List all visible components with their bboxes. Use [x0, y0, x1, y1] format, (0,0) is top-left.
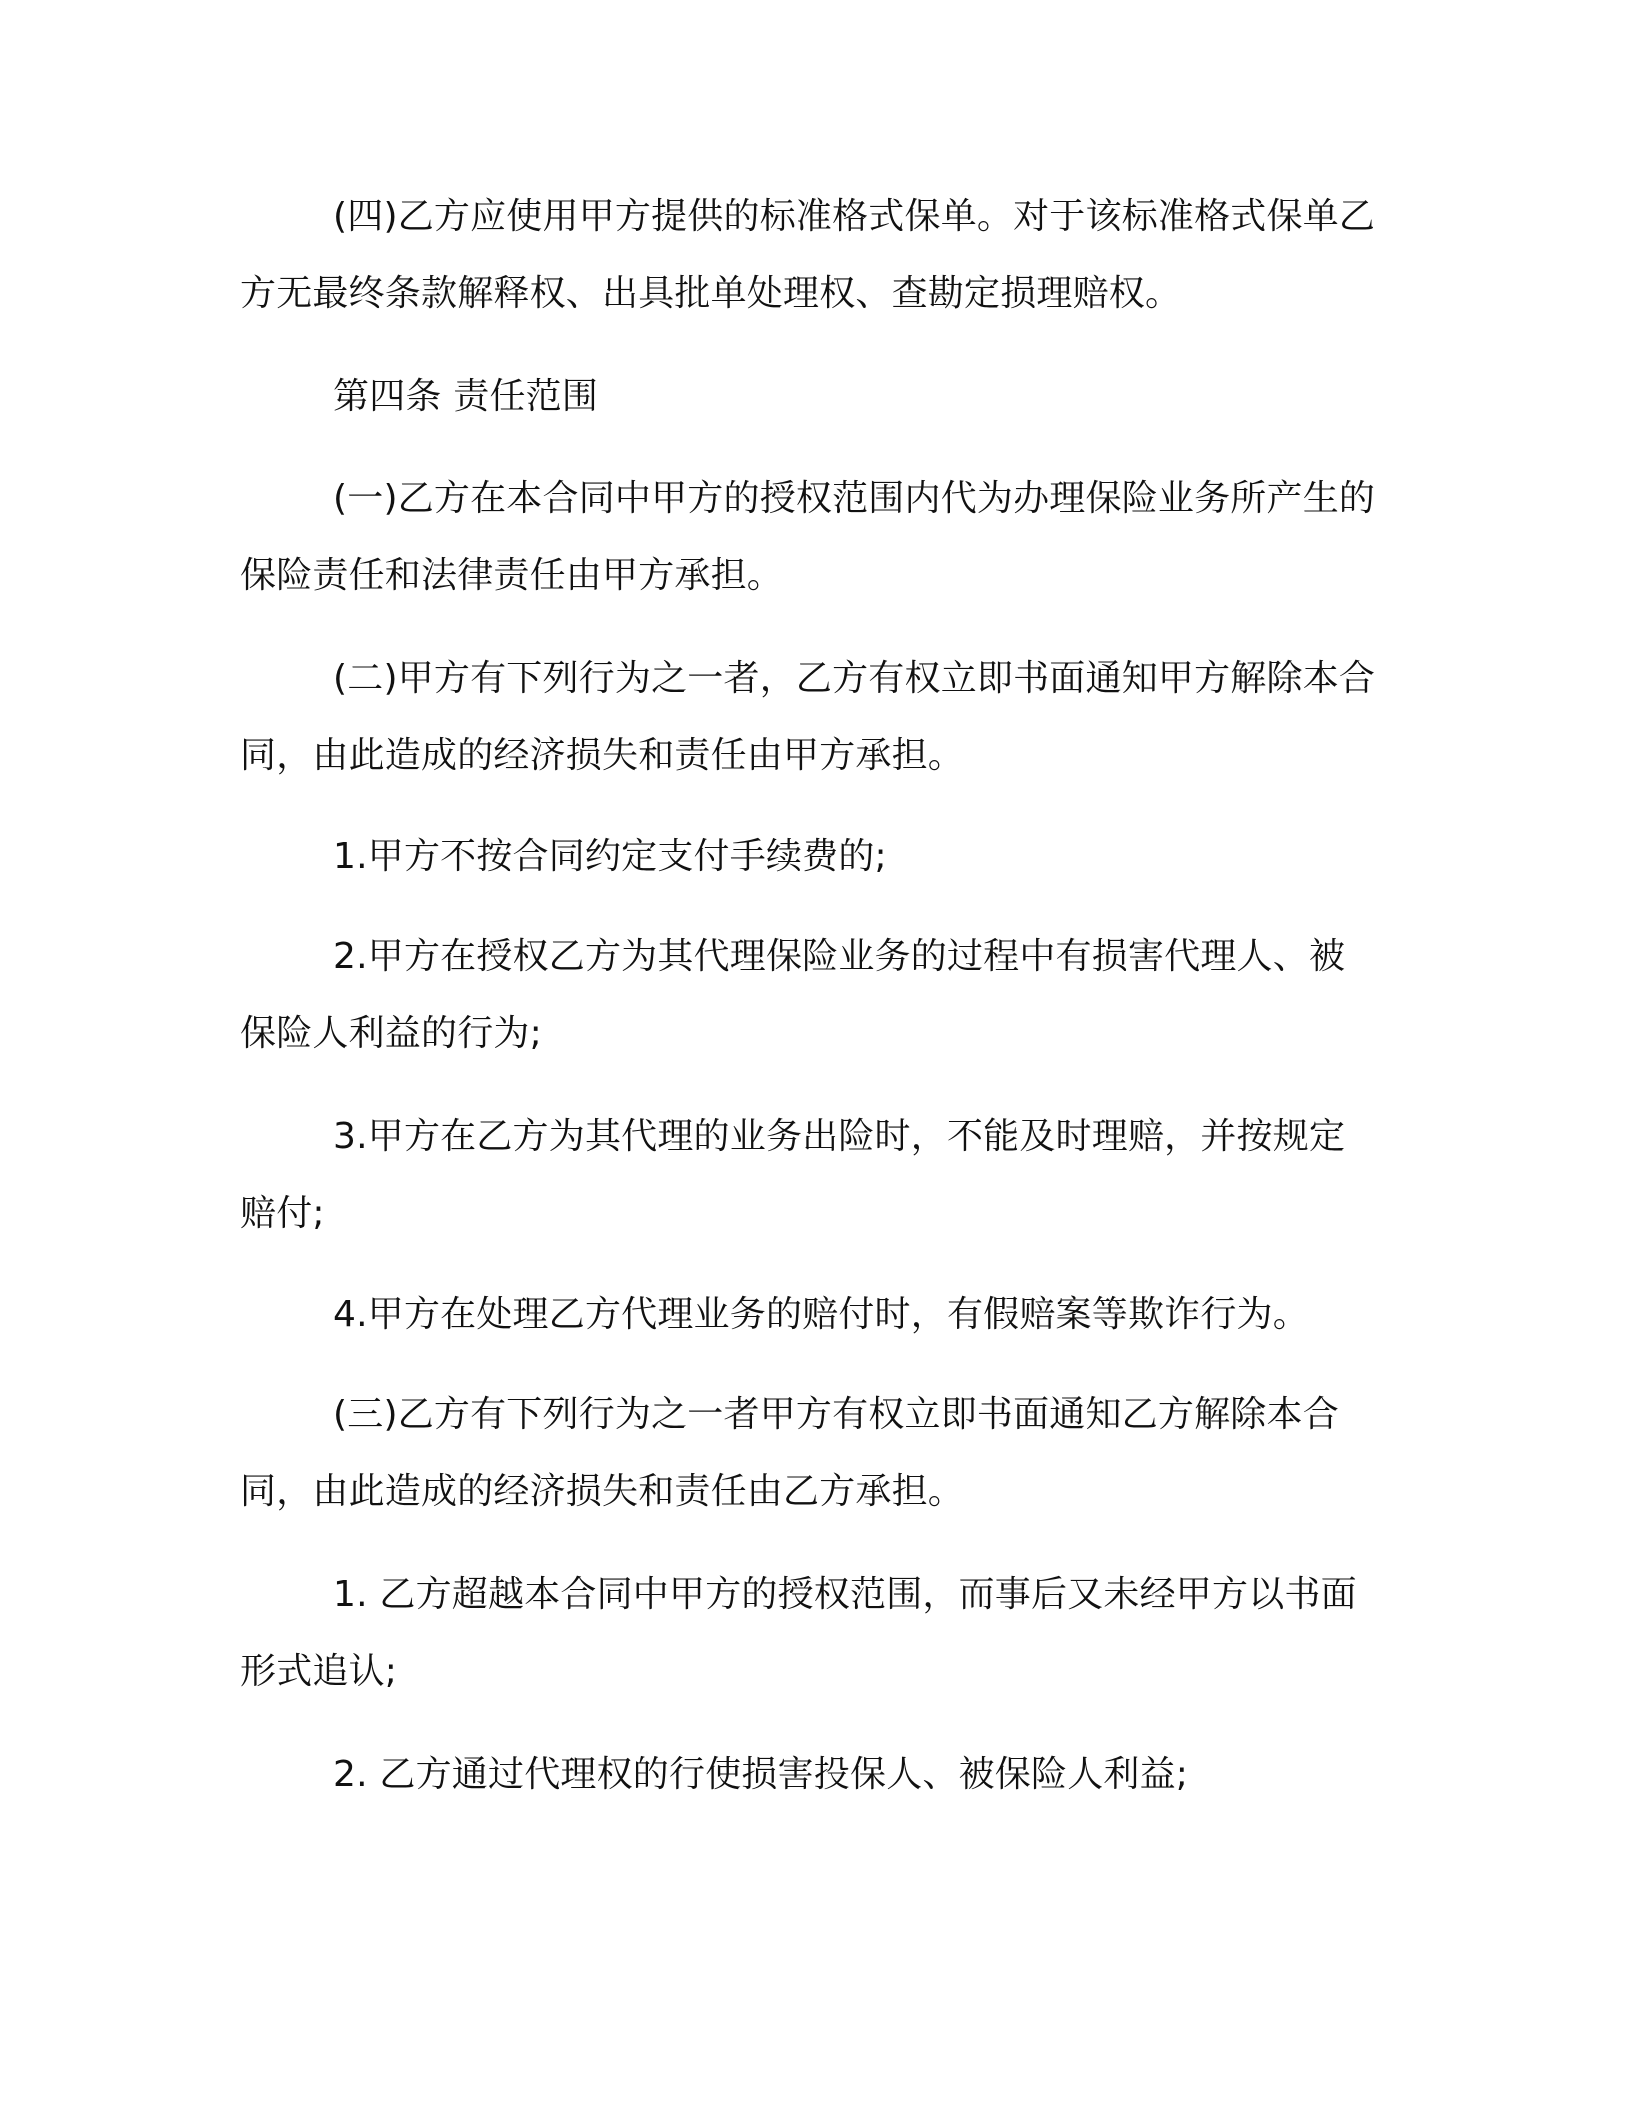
list-item-party-a-2: 2.甲方在授权乙方为其代理保险业务的过程中有损害代理人、被保险人利益的行为; [240, 936, 1346, 1054]
list-item-party-b-2: 2. 乙方通过代理权的行使损害投保人、被保险人利益; [333, 1754, 1189, 1795]
paragraph-liability-3: (三)乙方有下列行为之一者甲方有权立即书面通知乙方解除本合同，由此造成的经济损失和责任由乙方承担。 [240, 1394, 1339, 1512]
paragraph-clause-4-4: (四)乙方应使用甲方提供的标准格式保单。对于该标准格式保单乙方无最终条款解释权、出具批单处理权、查勘定损理赔权。 [240, 196, 1376, 314]
list-item-party-a-3: 3.甲方在乙方为其代理的业务出险时，不能及时理赔，并按规定赔付; [240, 1116, 1346, 1234]
list-item-party-a-1: 1.甲方不按合同约定支付手续费的; [333, 836, 887, 877]
article-heading-4: 第四条 责任范围 [333, 376, 599, 417]
list-item-party-a-4: 4.甲方在处理乙方代理业务的赔付时，有假赔案等欺诈行为。 [333, 1294, 1309, 1335]
paragraph-liability-2: (二)甲方有下列行为之一者，乙方有权立即书面通知甲方解除本合同，由此造成的经济损失和责任由甲方承担。 [240, 658, 1376, 776]
list-item-party-b-1: 1. 乙方超越本合同中甲方的授权范围，而事后又未经甲方以书面形式追认; [240, 1574, 1357, 1692]
paragraph-liability-1: (一)乙方在本合同中甲方的授权范围内代为办理保险业务所产生的保险责任和法律责任由甲方承担。 [240, 478, 1376, 596]
